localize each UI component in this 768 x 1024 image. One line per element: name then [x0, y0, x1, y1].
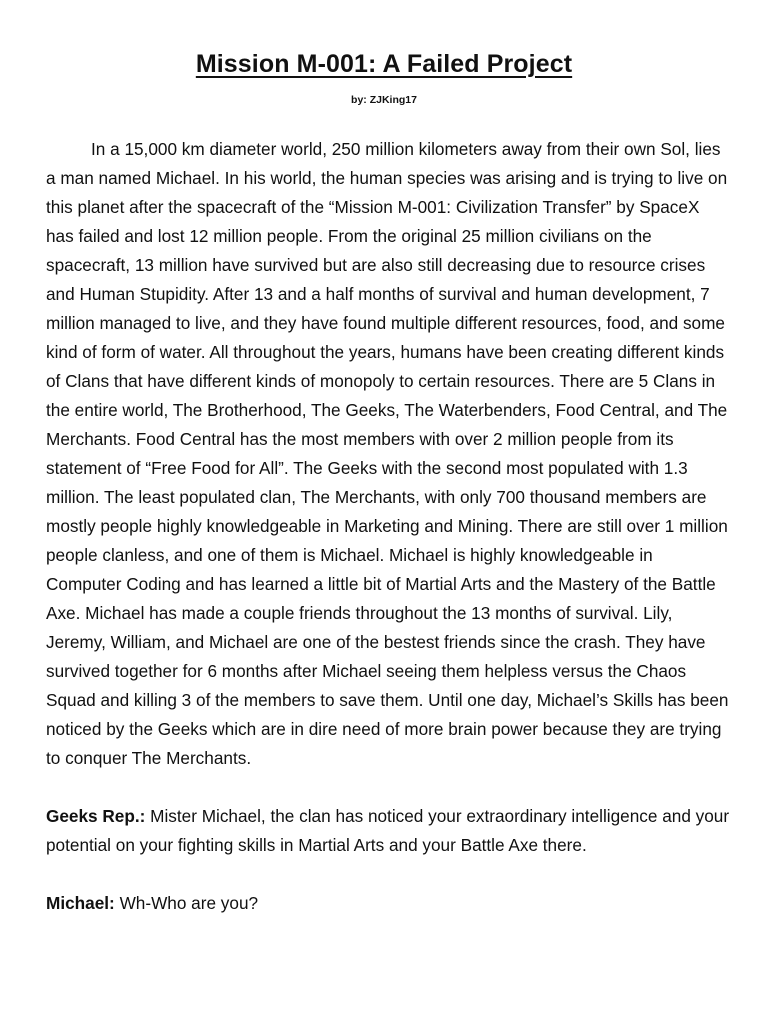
dialogue-text: Mister Michael, the clan has noticed your extraordinary intelligence and your potential on your fighting skills in Martial Arts and your Battle Axe there.: [46, 806, 730, 855]
dialogue-line-geeks-rep: [46, 802, 730, 860]
story-body: [46, 135, 730, 918]
author-byline: by: ZJKing17: [351, 94, 417, 106]
document-title: Mission M-001: A Failed Project: [195, 50, 573, 78]
speaker-name: Geeks Rep.:: [46, 806, 146, 826]
dialogue-text: Wh-Who are you?: [119, 893, 259, 913]
narrative-paragraph: In a 15,000 km diameter world, 250 million kilometers away from their own Sol, lies a man named Michael. In his world, the human species was arising and is trying to live on this planet after the spacecraft of the “Mission M-001: Civilization Transfer” by SpaceX has failed and lost 12 million people. From the original 25 million civilians on the spacecraft, 13 million have survived but are also still decreasing due to resource crises and Human Stupidity. After 13 and a half months of survival and human development, 7 million managed to live, and they have found multiple different resources, food, and some kind of form of water. All throughout the years, humans have been creating different kinds of Clans that have different kinds of monopoly to certain resources. There are 5 Clans in the entire world, The Brotherhood, The Geeks, The Waterbenders, Food Central, and The Merchants. Food Central has the most members with over 2 million people from its statement of “Free Food for All”. The Geeks with the second most populated with 1.3 million. The least populated clan, The Merchants, with only 700 thousand members are mostly people highly knowledgeable in Marketing and Mining. There are still over 1 million people clanless, and one of them is Michael. Michael is highly knowledgeable in Computer Coding and has learned a little bit of Martial Arts and the Mastery of the Battle Axe. Michael has made a couple friends throughout the 13 months of survival. Lily, Jeremy, William, and Michael are one of the bestest friends since the crash. They have survived together for 6 months after Michael seeing them helpless versus the Chaos Squad and killing 3 of the members to save them. Until one day, Michael’s Skills has been noticed by the Geeks which are in dire need of more brain power because they are trying to conquer The Merchants.: [46, 139, 729, 768]
speaker-name: Michael:: [46, 893, 115, 913]
dialogue-line-michael: [46, 889, 730, 918]
